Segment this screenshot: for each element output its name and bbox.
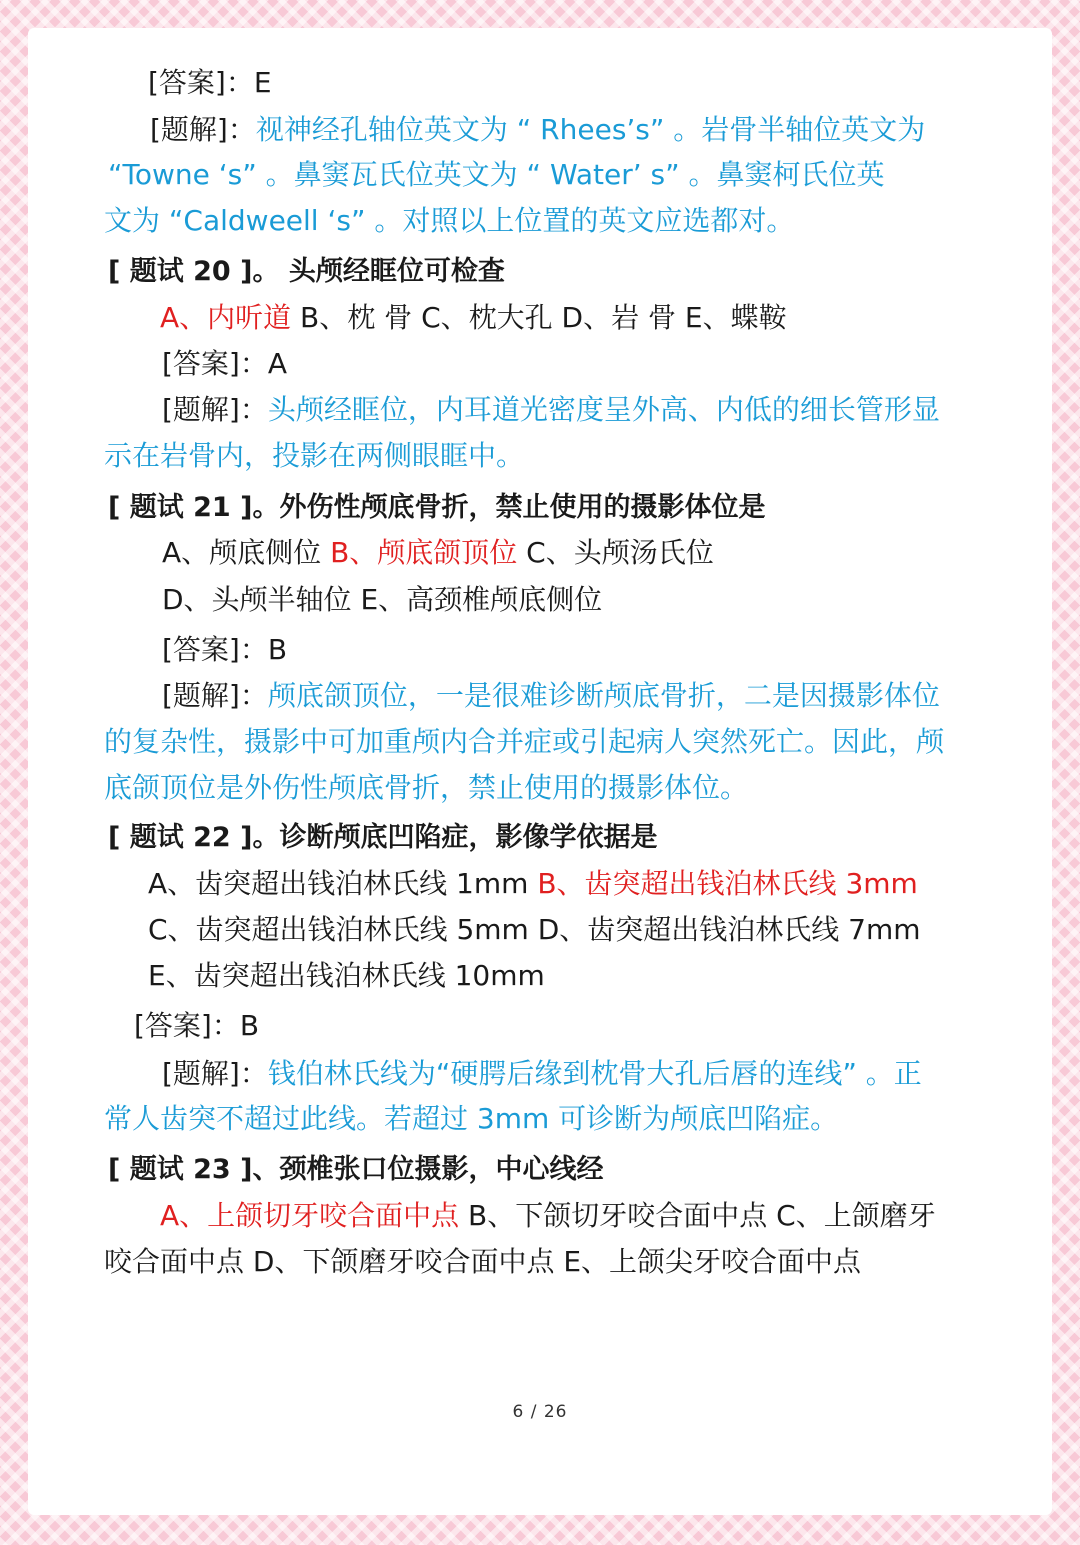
explanation-line: 的复杂性，摄影中可加重颅内合并症或引起病人突然死亡。因此，颅 — [104, 725, 945, 758]
explanation-line: 文为 “Caldweell ‘s” 。对照以上位置的英文应选都对。 — [104, 204, 795, 237]
question-title: [ 题试 22 ]。诊断颅底凹陷症，影像学依据是 — [108, 822, 658, 853]
explanation-line: 示在岩骨内，投影在两侧眼眶中。 — [104, 439, 525, 472]
options-line: 咬合面中点 D、下颌磨牙咬合面中点 E、上颌尖牙咬合面中点 — [104, 1245, 862, 1278]
correct-option: A、内听道 — [160, 301, 292, 334]
options-line: C、齿突超出钱泊林氏线 5mm D、齿突超出钱泊林氏线 7mm — [148, 913, 921, 946]
options-line: E、齿突超出钱泊林氏线 10mm — [148, 959, 545, 992]
answer-label: [答案]：B — [162, 633, 288, 666]
answer-label: [答案]：A — [162, 347, 288, 380]
answer-label: [答案]：B — [134, 1009, 260, 1042]
options-line: A、上颌切牙咬合面中点 B、下颌切牙咬合面中点 C、上颌磨牙 — [160, 1199, 936, 1232]
explanation-line: 常人齿突不超过此线。若超过 3mm 可诊断为颅底凹陷症。 — [104, 1102, 839, 1135]
page-number: 6 / 26 — [512, 1402, 568, 1422]
explanation-line: [题解]：头颅经眶位，内耳道光密度呈外高、内低的细长管形显 — [162, 393, 940, 426]
question-title: [ 题试 23 ]、颈椎张口位摄影，中心线经 — [108, 1154, 604, 1185]
explanation-line: [题解]：视神经孔轴位英文为 “ Rhees’s” 。岩骨半轴位英文为 — [150, 113, 926, 146]
options-line: D、头颅半轴位 E、高颈椎颅底侧位 — [162, 583, 603, 616]
options-line: A、齿突超出钱泊林氏线 1mm B、齿突超出钱泊林氏线 3mm — [148, 867, 918, 900]
explanation-line: 底颌顶位是外伤性颅底骨折，禁止使用的摄影体位。 — [104, 771, 749, 804]
question-title: [ 题试 20 ]。 头颅经眶位可检查 — [108, 256, 505, 287]
explanation-line: [题解]：颅底颌顶位，一是很难诊断颅底骨折，二是因摄影体位 — [162, 679, 940, 712]
options-line: A、颅底侧位 B、颅底颌顶位 C、头颅汤氏位 — [162, 536, 714, 569]
correct-option: B、颅底颌顶位 — [330, 536, 518, 569]
answer-label: [答案]：E — [148, 66, 272, 99]
explanation-line: [题解]：钱伯林氏线为“硬腭后缘到枕骨大孔后唇的连线” 。正 — [162, 1057, 922, 1090]
question-title: [ 题试 21 ]。外伤性颅底骨折，禁止使用的摄影体位是 — [108, 492, 766, 523]
correct-option: B、齿突超出钱泊林氏线 3mm — [537, 867, 918, 900]
correct-option: A、上颌切牙咬合面中点 — [160, 1199, 460, 1232]
explanation-line: “Towne ‘s” 。鼻窦瓦氏位英文为 “ Water’ s” 。鼻窦柯氏位英 — [108, 158, 885, 191]
options-line: A、内听道 B、枕 骨 C、枕大孔 D、岩 骨 E、蝶鞍 — [160, 301, 787, 334]
